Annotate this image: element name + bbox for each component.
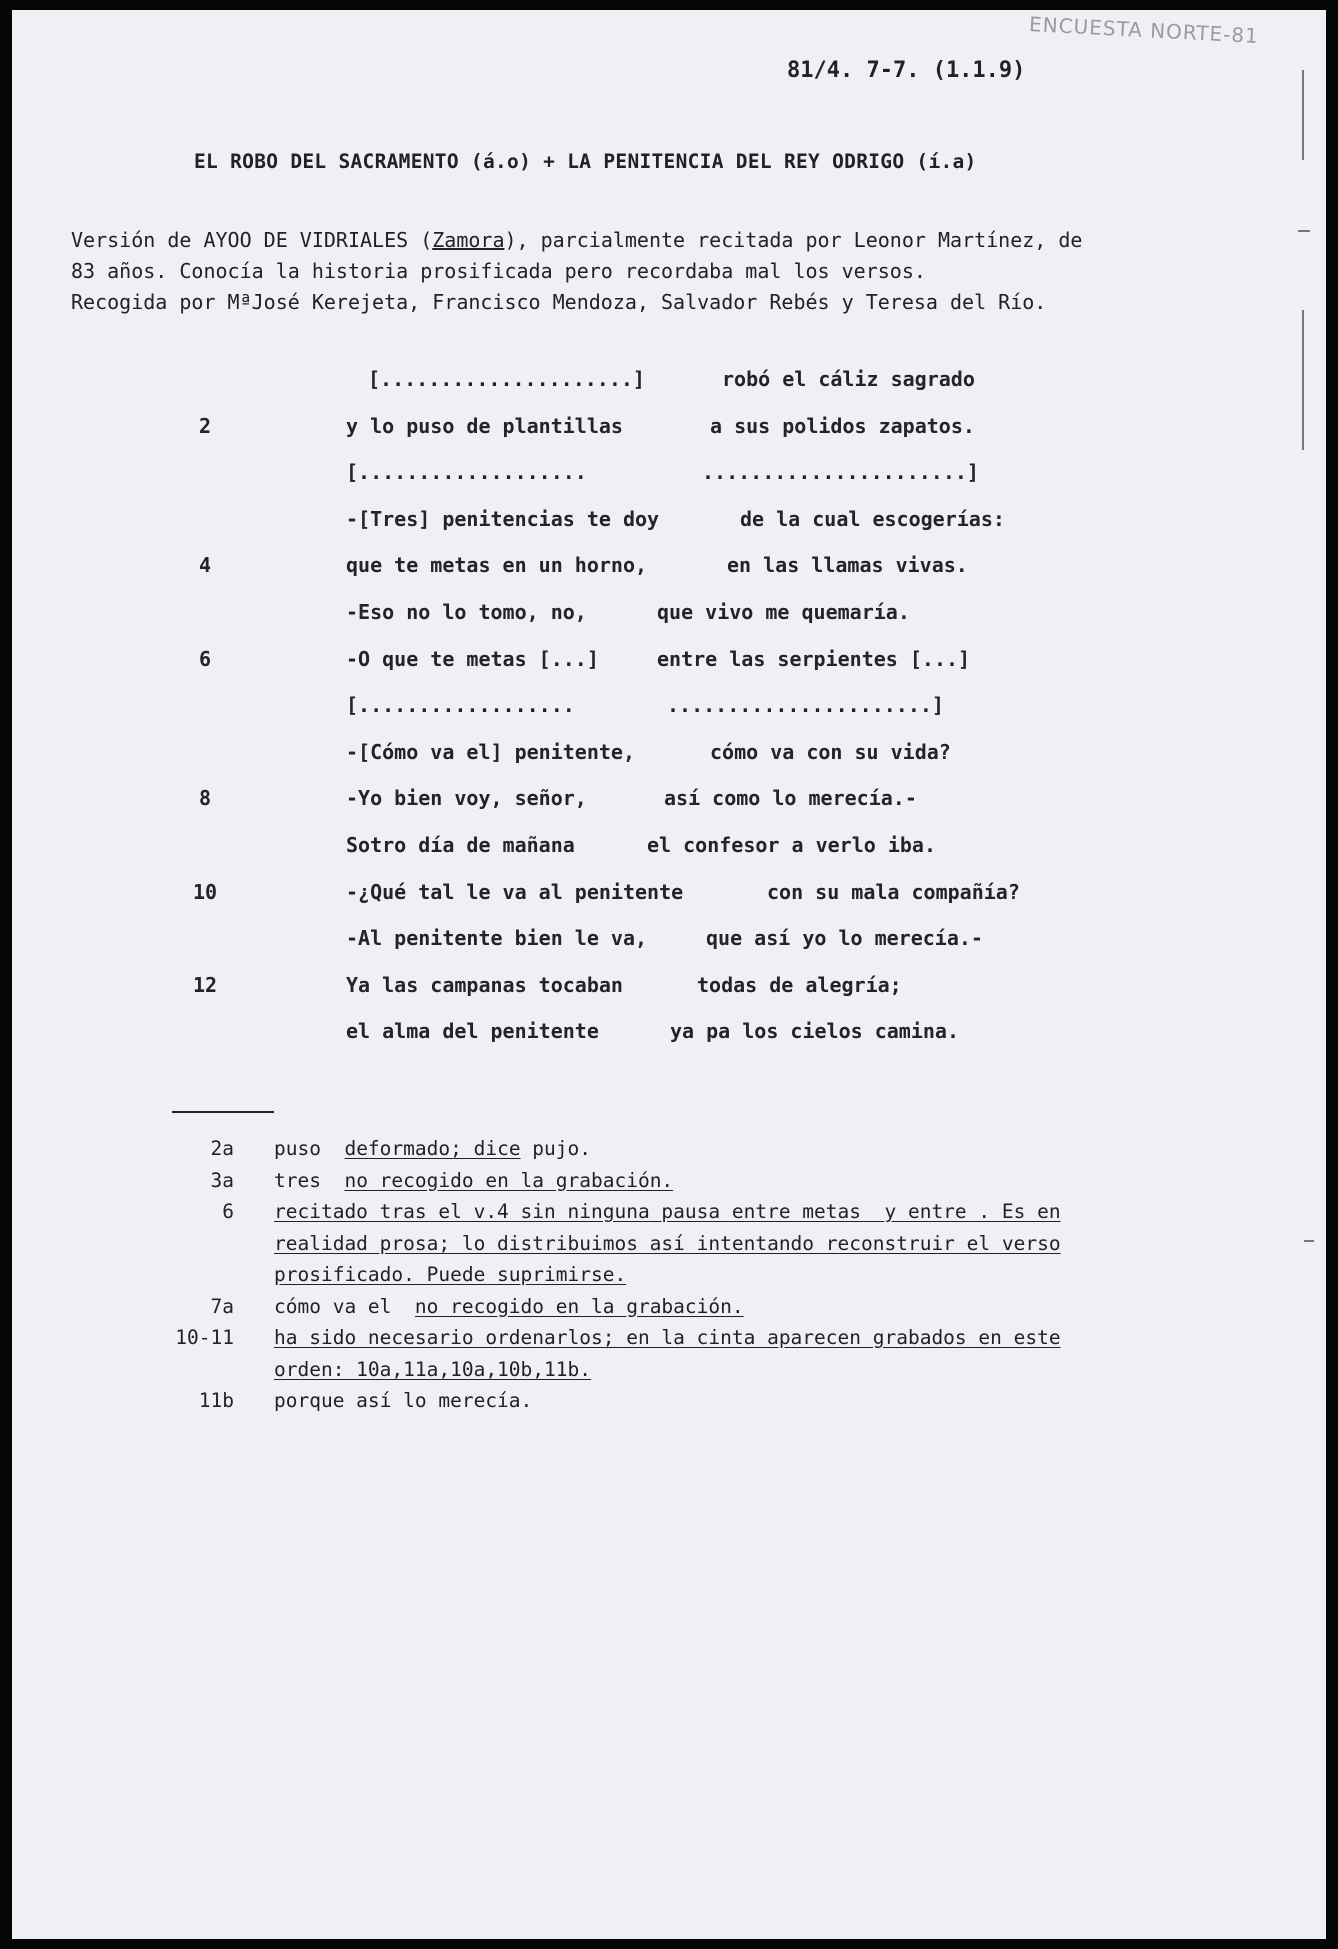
footnote-text bbox=[274, 1358, 591, 1381]
reference-code: 81/4. 7-7. (1.1.9) bbox=[787, 58, 1026, 83]
verse-number: 8 bbox=[198, 786, 212, 811]
intro-line-1-a: Versión de AYOO DE VIDRIALES ( bbox=[71, 228, 433, 252]
footnote-label: 11b bbox=[198, 1389, 234, 1412]
footnote-text bbox=[274, 1200, 1061, 1223]
intro-line-1-b: ), parcialmente recitada por Leonor Martínez, de bbox=[504, 228, 1083, 252]
footnote-u: ha sido necesario ordenarlos; en la cinta aparecen grabados en este bbox=[274, 1326, 1061, 1349]
edge-mark bbox=[1302, 70, 1304, 160]
verse-first-hemistich: Sotro día de mañana bbox=[346, 833, 575, 857]
verse-first-hemistich: el alma del penitente bbox=[346, 1019, 599, 1044]
verse-first-hemistich: y lo puso de plantillas bbox=[346, 413, 623, 438]
verse-number: 2 bbox=[198, 413, 212, 438]
verse-second-hemistich: con su mala compañía? bbox=[767, 879, 1020, 904]
verse-number: 6 bbox=[198, 646, 212, 671]
footnote-pre: porque así lo merecía. bbox=[274, 1389, 533, 1412]
verse-first-hemistich: [.................. bbox=[346, 693, 575, 718]
verse-second-hemistich: ......................] bbox=[702, 460, 979, 485]
footnote-u: deformado; dice bbox=[344, 1137, 521, 1160]
verse-number: 10 bbox=[192, 879, 218, 904]
footnote-text bbox=[274, 1232, 1061, 1255]
footnote-pre: cómo va el bbox=[274, 1294, 415, 1318]
document-page bbox=[12, 10, 1326, 1939]
verse-second-hemistich: el confesor a verlo iba. bbox=[647, 833, 936, 857]
handwritten-annotation: ENCUESTA NORTE-81 bbox=[1028, 12, 1260, 48]
footnote-separator bbox=[172, 1111, 274, 1113]
verse-second-hemistich: que vivo me quemaría. bbox=[657, 600, 910, 624]
footnote-pre: puso bbox=[274, 1137, 345, 1160]
verse-first-hemistich: -Al penitente bien le va, bbox=[346, 926, 648, 951]
intro-line-1 bbox=[71, 225, 1082, 256]
intro-paragraph bbox=[71, 225, 1082, 318]
edge-mark bbox=[1304, 1240, 1314, 1242]
verse-second-hemistich: entre las serpientes [...] bbox=[657, 646, 971, 671]
footnote-pre: tres bbox=[274, 1168, 345, 1192]
footnote-post: pujo. bbox=[520, 1137, 592, 1160]
footnote-label: 10-11 bbox=[175, 1326, 234, 1349]
edge-mark bbox=[1302, 310, 1304, 450]
verse-first-hemistich: -[Cómo va el] penitente, bbox=[346, 739, 635, 764]
footnote-text bbox=[274, 1295, 744, 1318]
footnote-u: orden: 10a,11a,10a,10b,11b. bbox=[274, 1357, 591, 1381]
verse-first-hemistich: -[Tres] penitencias te doy bbox=[346, 506, 660, 531]
document-title: EL ROBO DEL SACRAMENTO (á.o) + LA PENITENCIA DEL REY ODRIGO (í.a) bbox=[194, 150, 977, 173]
intro-line-2: 83 años. Conocía la historia prosificada pero recordaba mal los versos. bbox=[71, 259, 926, 283]
footnote-u: recitado tras el v.4 sin ninguna pausa entre metas y entre . Es en bbox=[274, 1200, 1061, 1223]
footnote-label: 7a bbox=[210, 1294, 234, 1318]
verse-second-hemistich: a sus polidos zapatos. bbox=[710, 413, 975, 438]
verse-second-hemistich: así como lo merecía.- bbox=[664, 786, 917, 811]
verse-second-hemistich: que así yo lo merecía.- bbox=[706, 926, 983, 951]
footnote-text bbox=[274, 1326, 1061, 1349]
verse-first-hemistich: -Eso no lo tomo, no, bbox=[346, 600, 587, 624]
verse-first-hemistich: -O que te metas [...] bbox=[346, 646, 599, 671]
verse-first-hemistich: Ya las campanas tocaban bbox=[346, 972, 623, 997]
footnote-text bbox=[274, 1263, 626, 1286]
verse-number: 4 bbox=[198, 553, 212, 578]
verse-first-hemistich: [................... bbox=[346, 460, 587, 485]
verse-second-hemistich: cómo va con su vida? bbox=[710, 739, 951, 764]
footnote-u: realidad prosa; lo distribuimos así intentando reconstruir el verso bbox=[274, 1231, 1061, 1255]
verse-second-hemistich: ya pa los cielos camina. bbox=[670, 1019, 959, 1044]
footnote-text bbox=[274, 1169, 673, 1192]
verse-first-hemistich: [.....................] bbox=[368, 367, 645, 391]
verse-second-hemistich: todas de alegría; bbox=[697, 972, 902, 997]
verse-first-hemistich: -Yo bien voy, señor, bbox=[346, 786, 587, 811]
verse-second-hemistich: ......................] bbox=[667, 693, 944, 718]
footnote-label: 3a bbox=[210, 1168, 234, 1192]
verse-first-hemistich: -¿Qué tal le va al penitente bbox=[346, 879, 684, 904]
footnote-u: no recogido en la grabación. bbox=[344, 1168, 674, 1192]
footnote-u: no recogido en la grabación. bbox=[414, 1294, 744, 1318]
footnote-u: prosificado. Puede suprimirse. bbox=[274, 1263, 627, 1286]
intro-place: Zamora bbox=[432, 228, 505, 252]
verse-first-hemistich: que te metas en un horno, bbox=[346, 553, 648, 578]
verse-second-hemistich: robó el cáliz sagrado bbox=[722, 367, 975, 391]
footnote-label: 6 bbox=[222, 1200, 234, 1223]
verse-second-hemistich: en las llamas vivas. bbox=[727, 553, 968, 578]
footnote-label: 2a bbox=[210, 1137, 234, 1160]
verse-number: 12 bbox=[192, 972, 218, 997]
footnote-text bbox=[274, 1137, 591, 1160]
intro-line-3: Recogida por MªJosé Kerejeta, Francisco Mendoza, Salvador Rebés y Teresa del Río. bbox=[71, 290, 1047, 314]
edge-mark bbox=[1298, 230, 1310, 232]
verse-second-hemistich: de la cual escogerías: bbox=[740, 506, 1005, 531]
footnote-text bbox=[274, 1389, 532, 1412]
